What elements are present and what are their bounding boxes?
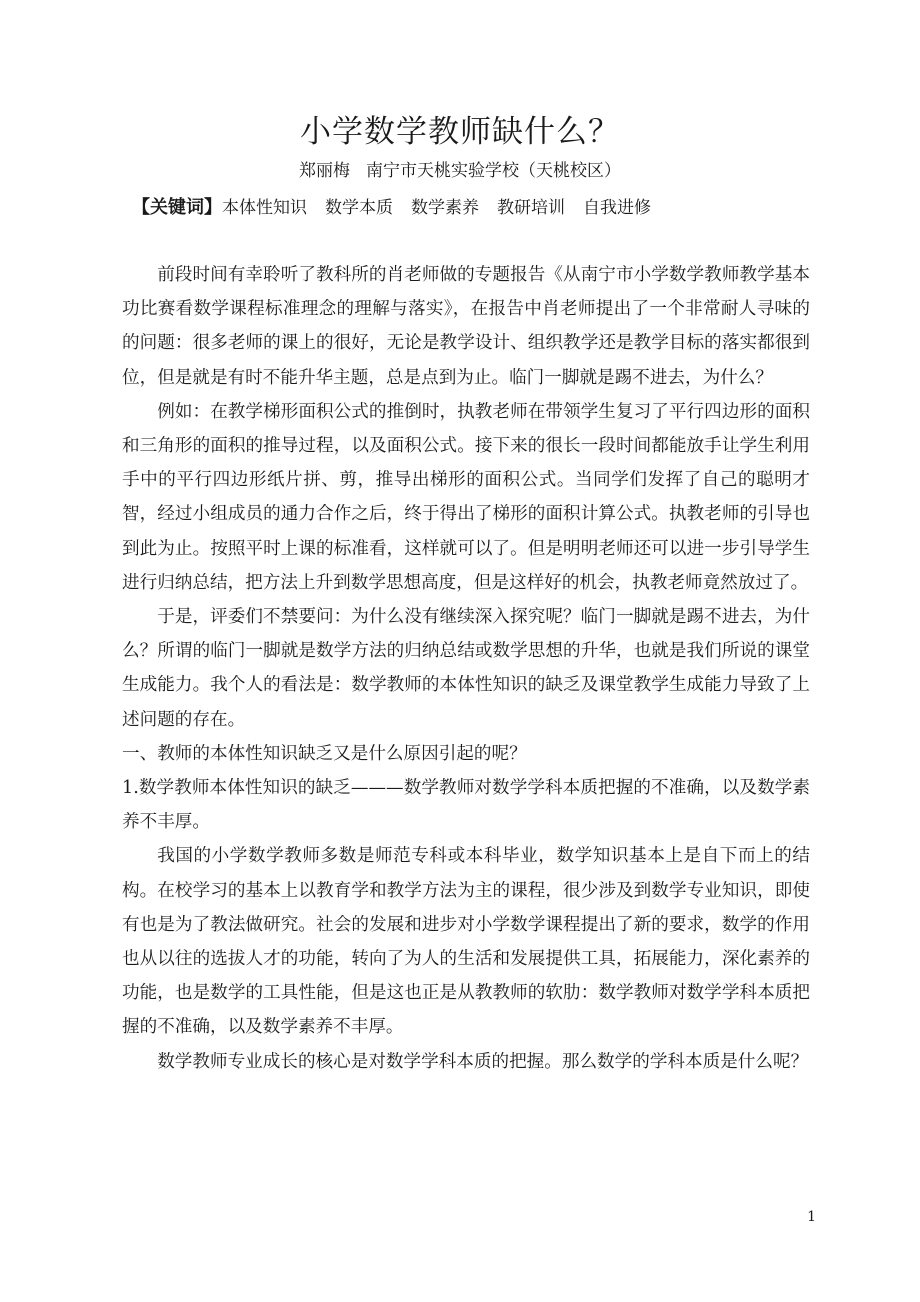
- document-title: 小学数学教师缺什么？: [300, 114, 620, 150]
- section-heading: 一、教师的本体性知识缺乏又是什么原因引起的呢？: [122, 743, 527, 764]
- keyword-item: 自我进修: [583, 198, 651, 218]
- keyword-item: 数学素养: [411, 198, 479, 218]
- keyword-item: 数学本质: [325, 198, 393, 218]
- paragraph: 我国的小学数学教师多数是师范专科或本科毕业，数学知识基本上是自下而上的结构。在校学习的基本上以教育学和教学方法为主的课程，很少涉及到数学专业知识，即使有也是为了教法做研究。社会的发展和进步对小学数学课程提出了新的要求，数学的作用也从以往的选拔人才的功能，转向了为人的生活和发展提供工具，拓展能力，深化素养的功能，也是数学的工具性能，但是这也正是从教教师的软肋：数学教师对数学学科本质把握的不准确，以及数学素养不丰厚。: [122, 846, 810, 1038]
- paragraph: 于是，评委们不禁要问：为什么没有继续深入探究呢？临门一脚就是踢不进去，为什么？所谓的临门一脚就是数学方法的归纳总结或数学思想的升华，也就是我们所说的课堂生成能力。我个人的看法是：数学教师的本体性知识的缺乏及课堂教学生成能力导致了上述问题的存在。: [122, 607, 810, 730]
- body-text: [122, 258, 810, 1079]
- subsection-heading: 1.数学教师本体性知识的缺乏———数学教师对数学学科本质把握的不准确，以及数学素养不丰厚。: [122, 778, 810, 833]
- author-affiliation: 南宁市天桃实验学校（天桃校区）: [366, 161, 621, 181]
- keyword-item: 教研培训: [497, 198, 565, 218]
- page-number: 1: [807, 1209, 816, 1225]
- author-line: [0, 158, 920, 184]
- keyword-item: 本体性知识: [222, 198, 307, 218]
- keywords-label: 【关键词】: [132, 197, 222, 218]
- author-name: 郑丽梅: [299, 161, 350, 181]
- paragraph: 数学教师专业成长的核心是对数学学科本质的把握。那么数学的学科本质是什么呢？: [157, 1051, 809, 1072]
- paragraph: 例如：在教学梯形面积公式的推倒时，执教老师在带领学生复习了平行四边形的面积和三角形的面积的推导过程，以及面积公式。接下来的很长一段时间都能放手让学生利用手中的平行四边形纸片拼、剪，推导出梯形的面积公式。当同学们发挥了自己的聪明才智，经过小组成员的通力合作之后，终于得出了梯形的面积计算公式。执教老师的引导也到此为止。按照平时上课的标准看，这样就可以了。但是明明老师还可以进一步引导学生进行归纳总结，把方法上升到数学思想高度，但是这样好的机会，执教老师竟然放过了。: [122, 401, 810, 593]
- paragraph: 前段时间有幸聆听了教科所的肖老师做的专题报告《从南宁市小学数学教师教学基本功比赛看数学课程标准理念的理解与落实》，在报告中肖老师提出了一个非常耐人寻味的的问题：很多老师的课上的很好，无论是教学设计、组织教学还是教学目标的落实都很到位，但是就是有时不能升华主题，总是点到为止。临门一脚就是踢不进去，为什么？: [122, 265, 810, 388]
- keywords-line: [132, 194, 832, 222]
